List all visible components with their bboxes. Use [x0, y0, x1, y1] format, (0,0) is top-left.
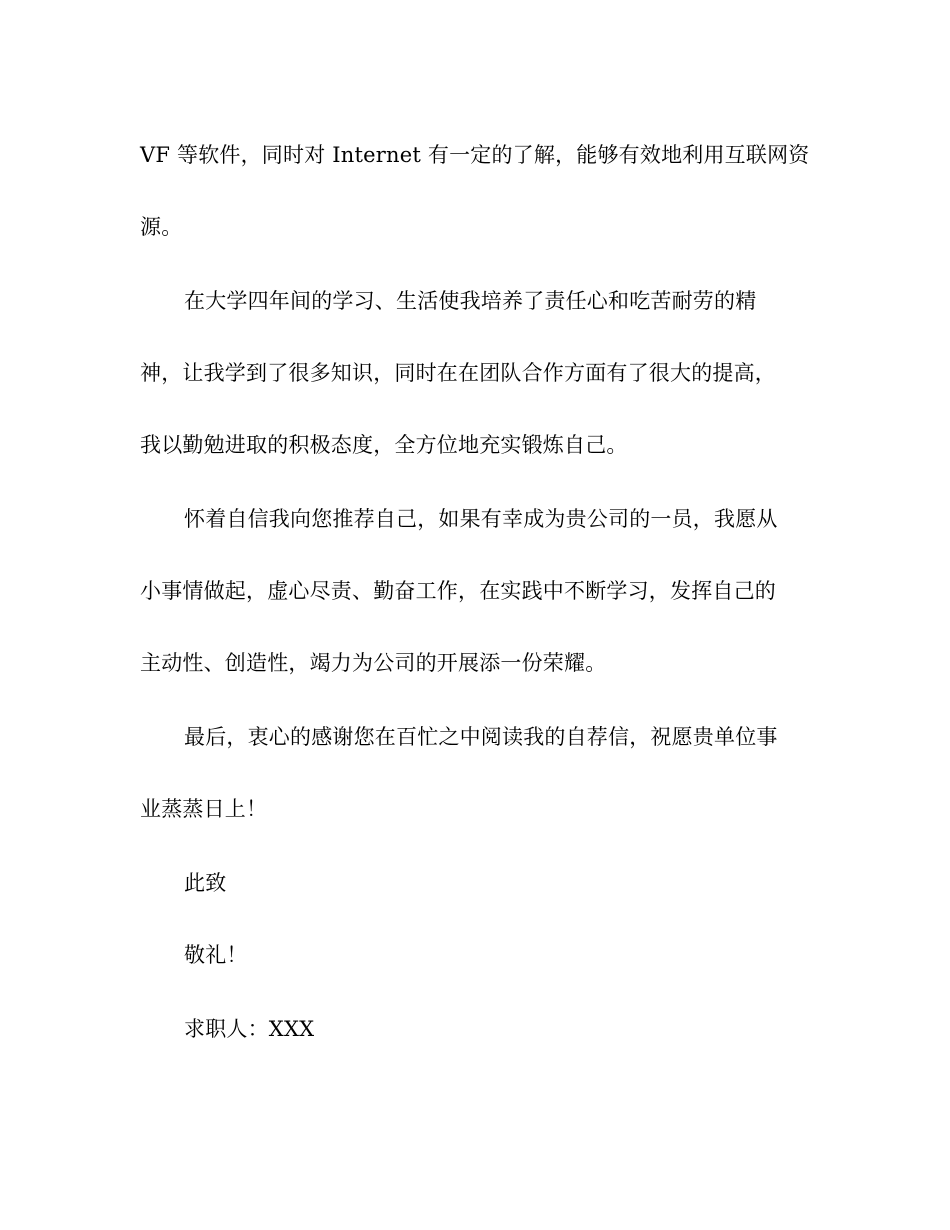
signature-line: 求职人：XXX [184, 1017, 315, 1041]
paragraph-1-line-2: 源。 [140, 215, 183, 239]
paragraph-3-line-3: 主动性、创造性，竭力为公司的开展添一份荣耀。 [140, 651, 607, 675]
closing-salutation: 此致 [184, 871, 227, 895]
closing-regards: 敬礼！ [184, 943, 248, 967]
paragraph-1-line-1: VF 等软件，同时对 Internet 有一定的了解，能够有效地利用互联网资 [140, 143, 810, 167]
paragraph-4-line-2: 业蒸蒸日上！ [140, 797, 268, 821]
paragraph-2-line-2: 神，让我学到了很多知识，同时在在团队合作方面有了很大的提高， [140, 361, 776, 385]
paragraph-2-line-1: 在大学四年间的学习、生活使我培养了责任心和吃苦耐劳的精 [184, 289, 757, 313]
paragraph-4-line-1: 最后，衷心的感谢您在百忙之中阅读我的自荐信，祝愿贵单位事 [184, 725, 778, 749]
paragraph-2-line-3: 我以勤勉进取的积极态度，全方位地充实锻炼自己。 [140, 433, 628, 457]
paragraph-3-line-1: 怀着自信我向您推荐自己，如果有幸成为贵公司的一员，我愿从 [184, 507, 778, 531]
document-page [140, 0, 820, 1230]
paragraph-3-line-2: 小事情做起，虚心尽责、勤奋工作，在实践中不断学习，发挥自己的 [140, 579, 776, 603]
